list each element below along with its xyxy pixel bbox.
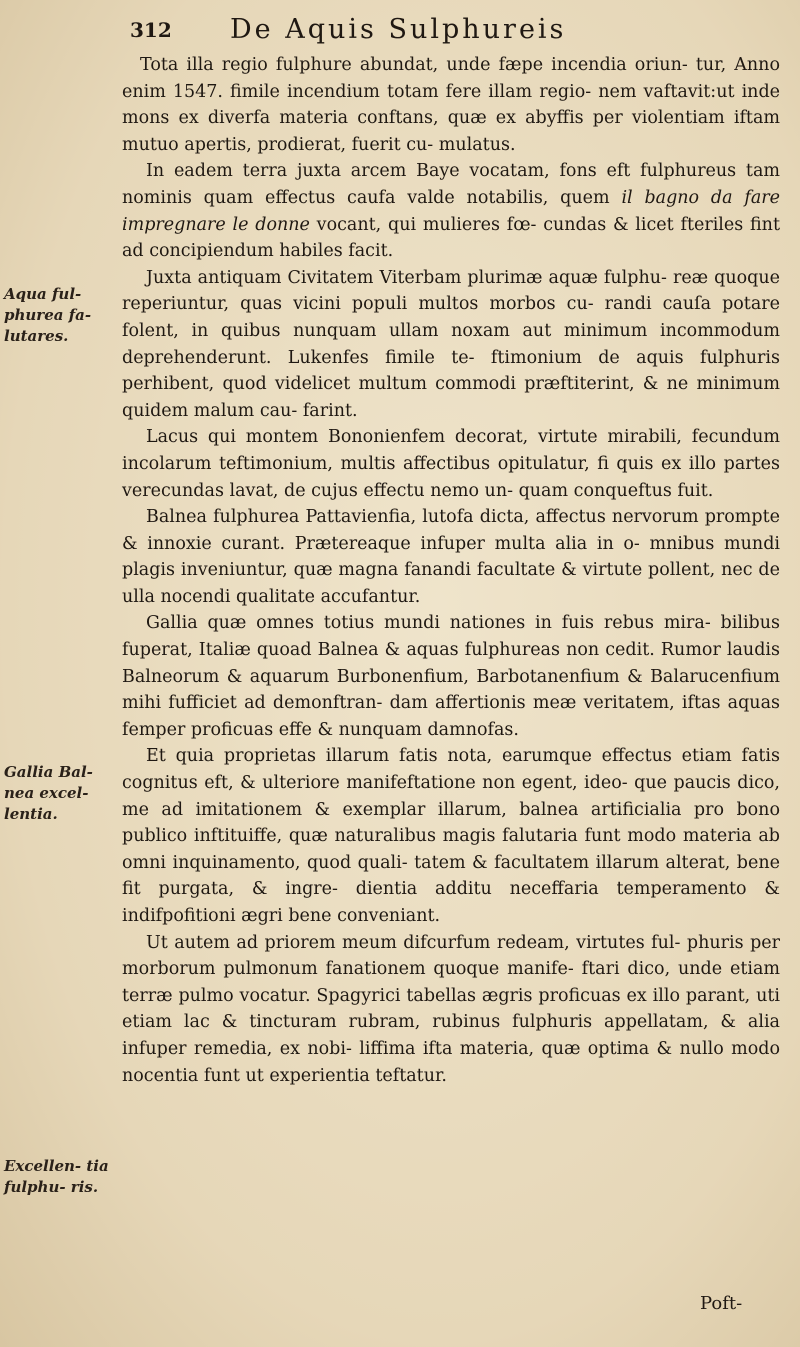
paragraph-sulphur-virtues: Ut autem ad priorem meum difcurfum redeam, virtutes ful- phuris per morborum pulmonum fanationem quoque manife- ftari dico, unde etiam terræ pulmo vocatur. Spagyrici tabellas ægris proficuas ex illo parant, uti etiam lac & tincturam rubram, rubinus fulphuris appellatam, & alia infuper remedia, ex nobi- liffima ifta materia, quæ optima & nullo modo nocentia funt ut experientia teftatur.	[122, 932, 780, 1086]
paragraph-viterbo: Juxta antiquam Civitatem Viterbam plurimæ aquæ fulphu- reæ quoque reperiuntur, quas vicini populi multos morbos cu- randi cauſa potare folent, in quibus nunquam ullam noxam aut minimum incommodum deprehenderunt. Lukenfes fimile te- ftimonium de aquis fulphuris perhibent, quod videlicet multum commodi præftiterint, & ne minimum quidem malum cau- farint.	[122, 267, 780, 421]
paragraph-artificial-baths: Et quia proprietas illarum fatis nota, earumque effectus etiam fatis cognitus eft, & ulteriore manifeftatione non egent, ideo- que paucis dico, me ad imitationem & exemplar illarum, balnea artificialia pro bono publico inftituiffe, quæ naturalibus magis falutaria funt modo materia ab omni inquinamento, quod quali- tatem & facultatem illarum alterat, bene fit purgata, & ingre- dientia additu neceffaria temperamento & indifpofitioni ægri bene conveniant.	[122, 746, 780, 926]
catchword: Poft-	[700, 1293, 743, 1314]
page-header	[130, 12, 770, 50]
paragraph-padua-baths: Balnea fulphurea Pattavienfia, lutofa dicta, affectus nervorum prompte & innoxie curant. Prætereaque infuper multa alia in o- mnibus mundi plagis inveniuntur, quæ magna fanandi facultate & virtute pollent, nec de ulla nocendi qualitate accufantur.	[122, 507, 780, 607]
paragraph-bologna-lake: Lacus qui montem Bononienfem decorat, virtute mirabili, fecundum incolarum teftimonium, multis affectibus opitulatur, fi quis ex illo partes verecundas lavat, de cujus effectu nemo un- quam conqueftus fuit.	[122, 427, 780, 501]
paragraph-baye-spring: In eadem terra juxta arcem Baye vocatam, fons eft fulphureus tam nominis quam effectus caufa valde notabilis, quem il bagno da fare impregnare le donne vocant, qui mulieres fœ- cundas & licet fteriles fint ad concipiendum habiles facit.	[122, 161, 780, 262]
paragraph-etna-region: Tota illa regio fulphure abundat, unde fæpe incendia oriun- tur, Anno enim 1547. fimile incendium totam fere illam regio- nem vaftavit:ut inde mons ex diverfa materia conftans, quæ ex abyffis per violentiam iftam mutuo apertis, prodierat, fuerit cu- mulatus.	[122, 55, 780, 155]
marginal-note-gallia: Gallia Bal- nea excel- lentia.	[4, 763, 93, 823]
italic-phrase: il bagno da fare impregnare le donne	[122, 187, 780, 235]
page-number: 312	[130, 18, 172, 42]
body-text	[122, 52, 780, 1089]
marginal-note-excellentia: Excellen- tia fulphu- ris.	[4, 1157, 109, 1196]
marginal-note-aquae: Aqua ful- phurea fa- lutares.	[4, 285, 92, 345]
paragraph-gallia: Gallia quæ omnes totius mundi nationes in fuis rebus mira- bilibus fuperat, Italiæ quoad Balnea & aquas fulphureas non cedit. Rumor laudis Balneorum & aquarum Burbonenfium, Barbotanenfium & Balarucenfium mihi fufficiet ad demonftran- dam affertionis meæ veritatem, iftas aquas femper proficuas effe & nunquam damnofas.	[122, 613, 780, 740]
running-title: De Aquis Sulphureis	[230, 14, 567, 45]
